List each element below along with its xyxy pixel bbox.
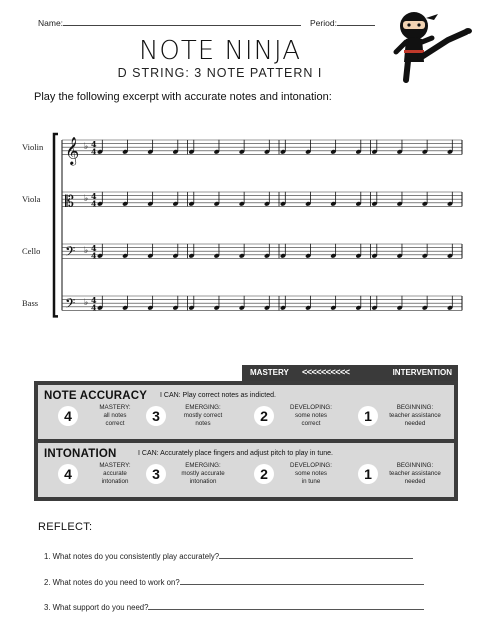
clef-icon: 𝄢 xyxy=(65,295,76,315)
answer-line[interactable] xyxy=(180,577,424,585)
reflect-question-3[interactable] xyxy=(44,602,424,612)
clef-icon: 𝄢 xyxy=(65,243,76,263)
rubric-heading: NOTE ACCURACY xyxy=(44,390,148,402)
key-signature: ♭ xyxy=(84,246,89,257)
level-label: DEVELOPING: some notes in tune xyxy=(290,462,332,485)
time-signature-bottom: 4 xyxy=(91,302,97,313)
reflect-question-1[interactable] xyxy=(44,551,413,561)
key-signature: ♭ xyxy=(84,142,89,153)
name-blank[interactable] xyxy=(63,18,301,26)
level-number: 2 xyxy=(254,406,274,426)
instrument-label: Bass xyxy=(22,298,39,309)
level-label: EMERGING: mostly correct notes xyxy=(183,404,223,427)
name-label: Name: xyxy=(38,18,64,28)
level-number: 3 xyxy=(146,406,166,426)
mastery-label: MASTERY xyxy=(250,368,289,377)
key-signature: ♭ xyxy=(84,194,89,205)
rubric-ican: I CAN: Accurately place fingers and adjust pitch to play in tune. xyxy=(138,450,333,457)
level-label: EMERGING: mostly accurate intonation xyxy=(181,462,225,485)
level-number: 2 xyxy=(254,464,274,484)
level-number: 4 xyxy=(58,464,78,484)
level-label: MASTERY: all notes correct xyxy=(99,404,131,427)
rubric-ican: I CAN: Play correct notes as indicted. xyxy=(160,392,276,399)
rubric-level-2[interactable] xyxy=(254,404,354,436)
ninja-icon xyxy=(392,6,472,84)
reflect-question-2[interactable] xyxy=(44,577,424,587)
instructions: Play the following excerpt with accurate notes and intonation: xyxy=(34,91,332,103)
rubric-level-4[interactable] xyxy=(58,404,158,436)
page-title: NOTE NINJA xyxy=(138,36,302,66)
rubric-level-3[interactable] xyxy=(146,404,246,436)
instrument-label: Viola xyxy=(22,194,41,205)
rubric-level-1[interactable] xyxy=(358,404,458,436)
rubric-heading: INTONATION xyxy=(44,448,117,460)
music-score xyxy=(18,128,478,318)
level-number: 4 xyxy=(58,406,78,426)
chevrons-icon: <<<<<<<<<< xyxy=(302,367,350,377)
instrument-label: Violin xyxy=(22,142,44,153)
answer-line[interactable] xyxy=(148,602,424,610)
time-signature-top: 4 xyxy=(91,242,97,253)
level-label: MASTERY: accurate intonation xyxy=(99,462,131,485)
level-label: DEVELOPING: some notes correct xyxy=(290,404,332,427)
time-signature-bottom: 4 xyxy=(91,250,97,261)
time-signature-top: 4 xyxy=(91,190,97,201)
intervention-label: INTERVENTION xyxy=(392,368,452,377)
rubric-row-note-accuracy xyxy=(38,385,454,439)
system-bracket xyxy=(54,134,58,316)
level-number: 1 xyxy=(358,464,378,484)
reflect-heading: REFLECT: xyxy=(38,521,93,533)
question-text: 3. What support do you need? xyxy=(44,603,149,612)
rubric-level-3[interactable] xyxy=(146,462,246,494)
time-signature-top: 4 xyxy=(91,138,97,149)
key-signature: ♭ xyxy=(84,298,89,309)
level-number: 3 xyxy=(146,464,166,484)
name-field[interactable] xyxy=(38,18,301,28)
period-blank[interactable] xyxy=(337,18,375,26)
level-label: BEGINNING: teacher assistance needed xyxy=(389,404,441,427)
rubric-level-4[interactable] xyxy=(58,462,158,494)
answer-line[interactable] xyxy=(219,551,413,559)
question-text: 1. What notes do you consistently play accurately? xyxy=(44,552,220,561)
period-field[interactable] xyxy=(310,18,375,28)
page-subtitle: D STRING: 3 NOTE PATTERN I xyxy=(117,66,323,80)
rubric-table xyxy=(34,381,458,501)
level-number: 1 xyxy=(358,406,378,426)
rubric-level-2[interactable] xyxy=(254,462,354,494)
clef-icon: 𝄞 xyxy=(65,136,80,165)
time-signature-bottom: 4 xyxy=(91,146,97,157)
instrument-label: Cello xyxy=(22,246,41,257)
rubric-row-intonation xyxy=(38,443,454,497)
level-label: BEGINNING: teacher assistance needed xyxy=(389,462,441,485)
question-text: 2. What notes do you need to work on? xyxy=(44,578,180,587)
mastery-scale-bar xyxy=(242,365,458,382)
time-signature-bottom: 4 xyxy=(91,198,97,209)
clef-icon: 𝄡 xyxy=(65,191,74,211)
rubric-level-1[interactable] xyxy=(358,462,458,494)
time-signature-top: 4 xyxy=(91,294,97,305)
period-label: Period: xyxy=(310,18,337,28)
